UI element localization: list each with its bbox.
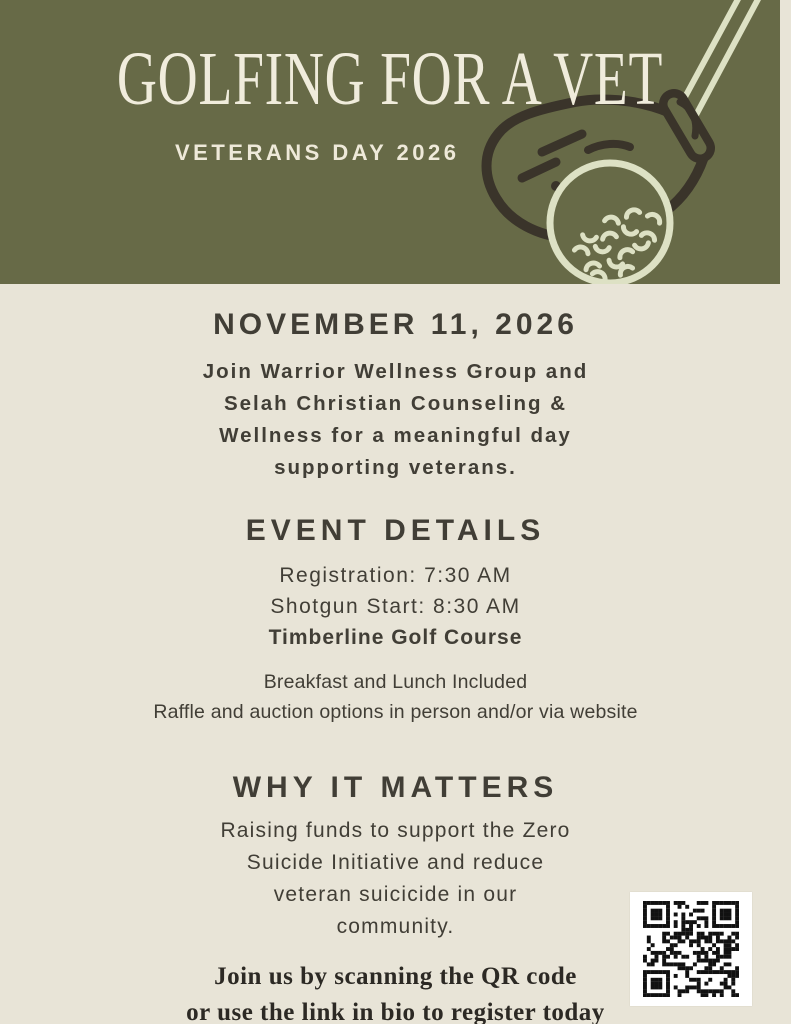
venue-name: Timberline Golf Course xyxy=(268,626,523,649)
why-line: veteran suicicide in our xyxy=(273,883,518,906)
hero-banner xyxy=(0,0,780,284)
why-line: Suicide Initiative and reduce xyxy=(246,851,545,874)
meals-note: Breakfast and Lunch Included xyxy=(263,671,528,693)
event-times xyxy=(0,560,791,653)
cta-line: or use the link in bio to register today xyxy=(186,999,605,1024)
flyer-subtitle: VETERANS DAY 2026 xyxy=(175,140,460,165)
intro-line: supporting veterans. xyxy=(274,456,517,479)
why-line: Raising funds to support the Zero xyxy=(220,819,571,842)
flyer-title: GOLFING FOR A VET xyxy=(116,37,664,121)
event-details-heading: EVENT DETAILS xyxy=(245,514,546,547)
intro-paragraph xyxy=(0,356,791,484)
event-extras xyxy=(0,667,791,727)
intro-line: Selah Christian Counseling & xyxy=(223,392,568,415)
registration-time: Registration: 7:30 AM xyxy=(279,564,512,587)
registration-qr-code xyxy=(630,892,752,1006)
date-heading: NOVEMBER 11, 2026 xyxy=(213,308,578,341)
golf-ball-icon xyxy=(550,163,670,283)
why-line: community. xyxy=(336,915,455,938)
shotgun-start-time: Shotgun Start: 8:30 AM xyxy=(270,595,521,618)
cta-line: Join us by scanning the QR code xyxy=(214,963,577,990)
intro-line: Wellness for a meaningful day xyxy=(219,424,572,447)
qr-code-icon xyxy=(643,901,739,997)
raffle-note: Raffle and auction options in person and/or via website xyxy=(153,701,638,723)
intro-line: Join Warrior Wellness Group and xyxy=(202,360,589,383)
why-it-matters-heading: WHY IT MATTERS xyxy=(232,771,559,804)
